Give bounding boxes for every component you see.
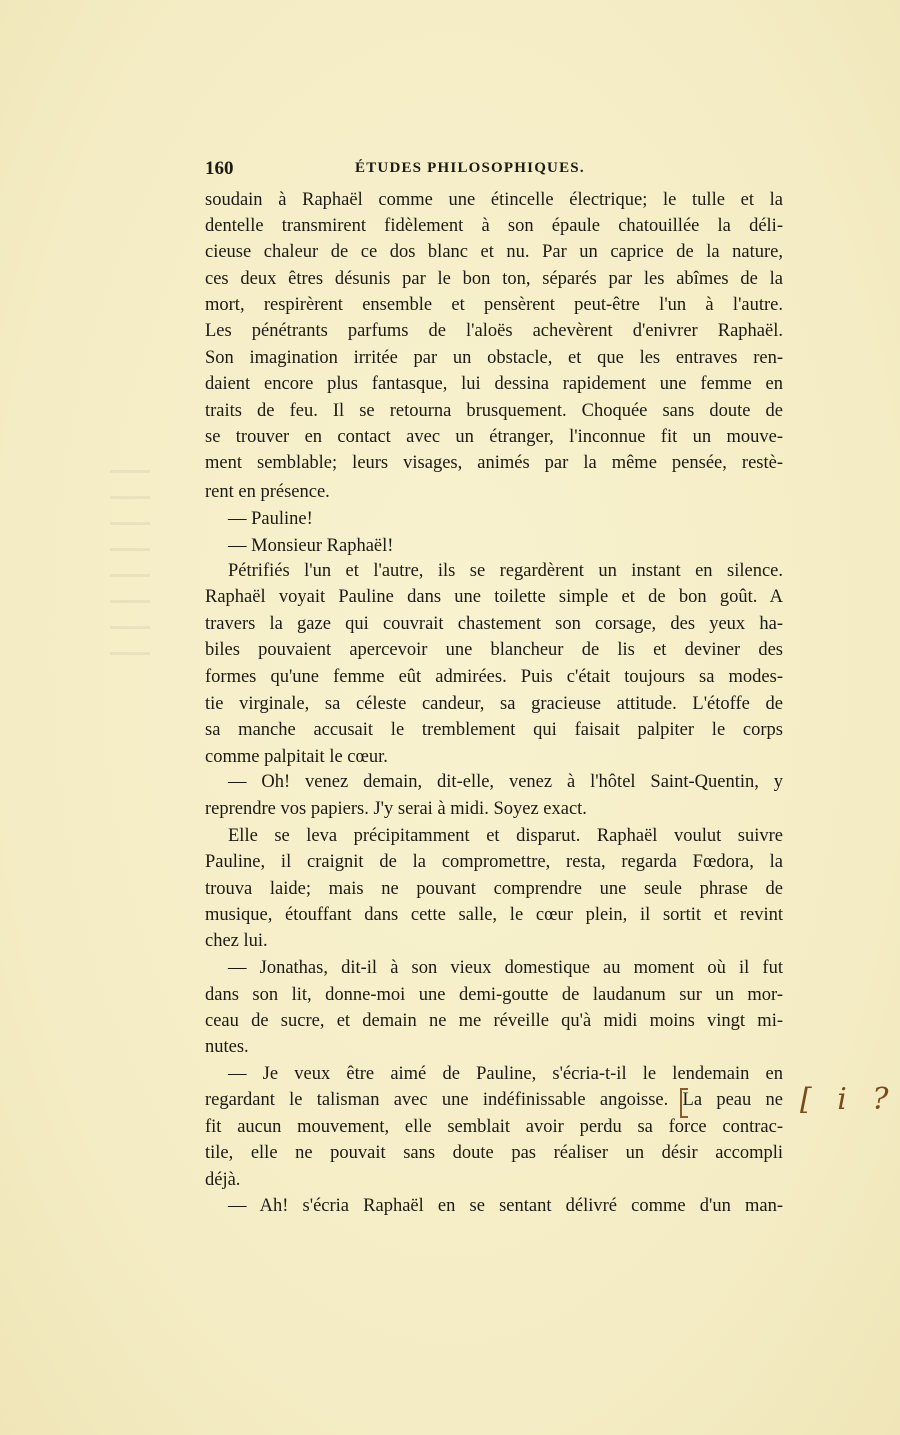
text-line: sa manche accusait le tremblement qui faisait palpiter le corps	[205, 720, 783, 740]
text-line: biles pouvaient apercevoir une blancheur de lis et deviner des	[205, 640, 783, 660]
text-line: se trouver en contact avec un étranger, l'inconnue fit un mouve-	[205, 427, 783, 447]
margin-annotation: [ i ?	[800, 1082, 897, 1117]
text-line: Pauline, il craignit de la compromettre, resta, regarda Fœdora, la	[205, 852, 783, 872]
text-line: soudain à Raphaël comme une étincelle électrique; le tulle et la	[205, 190, 783, 210]
text-line: — Monsieur Raphaël!	[228, 536, 394, 556]
text-line: nutes.	[205, 1037, 249, 1057]
text-line: trouva laide; mais ne pouvant comprendre une seule phrase de	[205, 879, 783, 899]
text-line: rent en présence.	[205, 482, 330, 502]
text-line: Raphaël voyait Pauline dans une toilette simple et de bon goût. A	[205, 587, 783, 607]
text-line: ment semblable; leurs visages, animés par la même pensée, restè-	[205, 453, 783, 473]
running-title: ÉTUDES PHILOSOPHIQUES.	[355, 160, 585, 176]
text-line: — Jonathas, dit-il à son vieux domestique au moment où il fut	[228, 958, 783, 978]
text-line: formes qu'une femme eût admirées. Puis c'était toujours sa modes-	[205, 667, 783, 687]
running-head	[205, 158, 783, 184]
text-line: tile, elle ne pouvait sans doute pas réaliser un désir accompli	[205, 1143, 783, 1163]
text-line: déjà.	[205, 1170, 241, 1190]
text-line: daient encore plus fantasque, lui dessina rapidement une femme en	[205, 374, 783, 394]
text-line: — Je veux être aimé de Pauline, s'écria-t-il le lendemain en	[228, 1064, 783, 1084]
text-line: Son imagination irritée par un obstacle, et que les entraves ren-	[205, 348, 783, 368]
text-line: traits de feu. Il se retourna brusquement. Choquée sans doute de	[205, 401, 783, 421]
text-line: — Ah! s'écria Raphaël en se sentant délivré comme d'un man-	[228, 1196, 783, 1216]
text-line: Les pénétrants parfums de l'aloës achevèrent d'enivrer Raphaël.	[205, 321, 783, 341]
text-line: dans son lit, donne-moi une demi-goutte de laudanum sur un mor-	[205, 985, 783, 1005]
text-line: Pétrifiés l'un et l'autre, ils se regardèrent un instant en silence.	[228, 561, 783, 581]
text-line: mort, respirèrent ensemble et pensèrent peut-être l'un à l'autre.	[205, 295, 783, 315]
page-number: 160	[205, 158, 234, 179]
handwritten-bracket-mark	[680, 1088, 688, 1118]
text-line: dentelle transmirent fidèlement à son épaule chatouillée la déli-	[205, 216, 783, 236]
text-line: cieuse chaleur de ce dos blanc et nu. Par un caprice de la nature,	[205, 242, 783, 262]
text-line: tie virginale, sa céleste candeur, sa gracieuse attitude. L'étoffe de	[205, 694, 783, 714]
text-line: reprendre vos papiers. J'y serai à midi. Soyez exact.	[205, 799, 587, 819]
show-through-marks	[110, 470, 150, 670]
text-line: fit aucun mouvement, elle semblait avoir perdu sa force contrac-	[205, 1117, 783, 1137]
text-line: — Pauline!	[228, 509, 313, 529]
text-line: ceau de sucre, et demain ne me réveille qu'à midi moins vingt mi-	[205, 1011, 783, 1031]
text-line: regardant le talisman avec une indéfinissable angoisse. La peau ne	[205, 1090, 783, 1110]
text-line: chez lui.	[205, 931, 268, 951]
text-line: Elle se leva précipitamment et disparut. Raphaël voulut suivre	[228, 826, 783, 846]
text-line: musique, étouffant dans cette salle, le cœur plein, il sortit et revint	[205, 905, 783, 925]
text-line: ces deux êtres désunis par le bon ton, séparés par les abîmes de la	[205, 269, 783, 289]
text-line: — Oh! venez demain, dit-elle, venez à l'hôtel Saint-Quentin, y	[228, 772, 783, 792]
text-line: comme palpitait le cœur.	[205, 747, 388, 767]
text-line: travers la gaze qui couvrait chastement son corsage, des yeux ha-	[205, 614, 783, 634]
